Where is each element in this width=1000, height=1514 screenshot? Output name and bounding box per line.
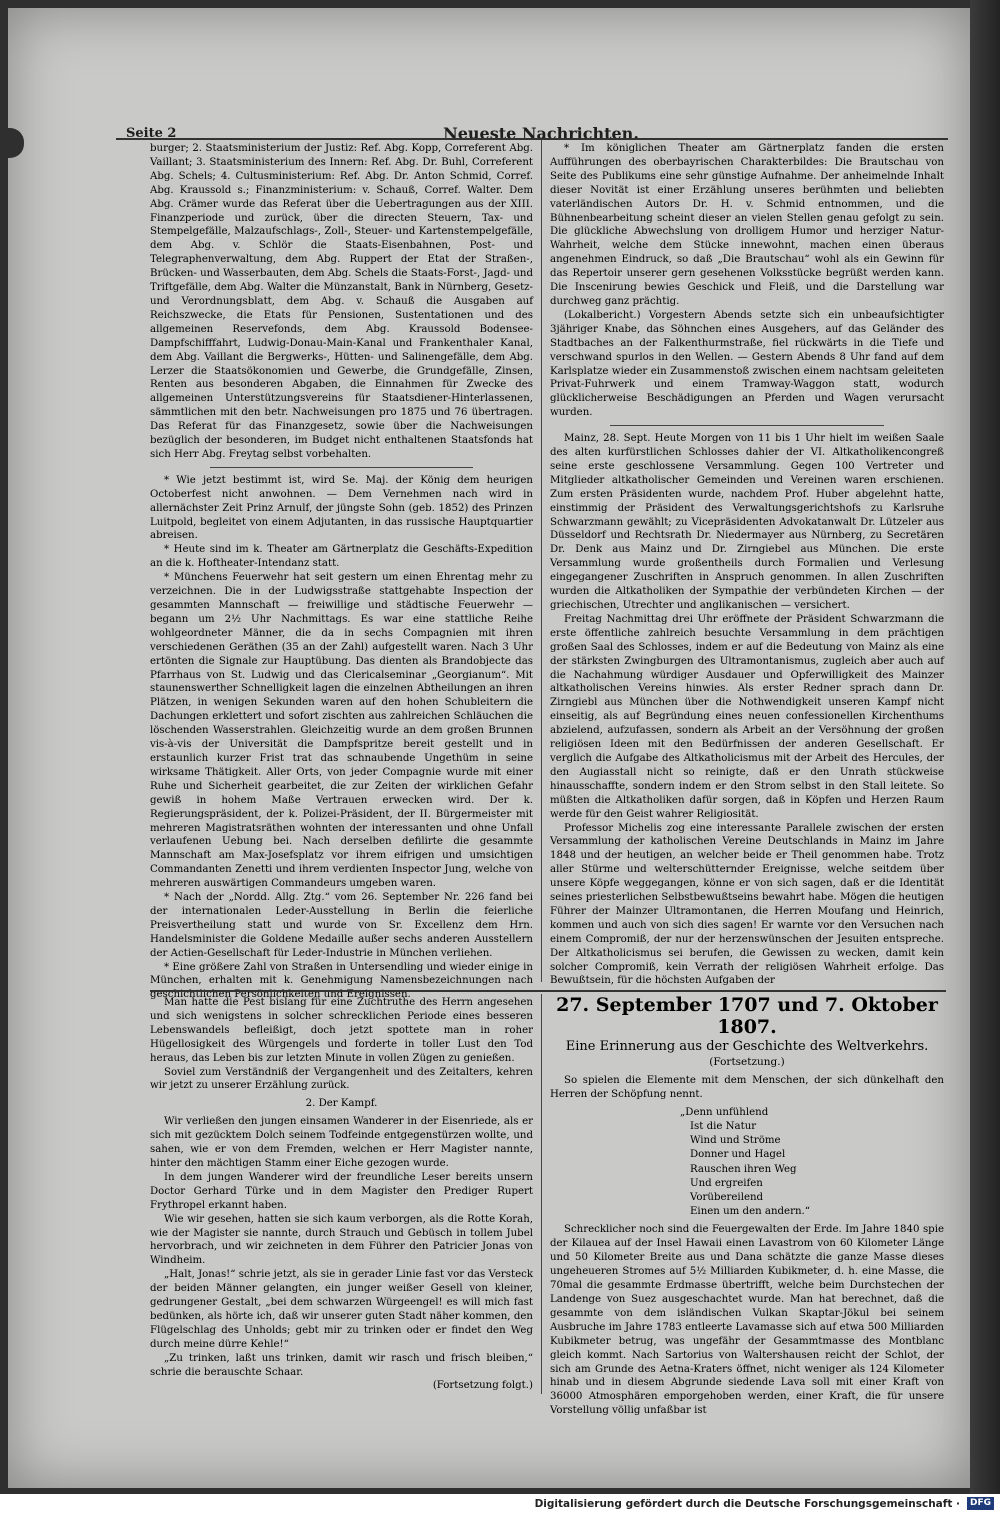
chapter-heading: 2. Der Kampf. (305, 1098, 378, 1110)
article-paragraph: burger; 2. Staatsministerium der Justiz: Ref. Abg. Kopp, Correferent Abg. Vaillant; 3. Staatsministerium des Innern: Ref. Abg. Dr. Buhl, Correferent Abg. Schels; 4. Cultusministerium: Ref. Abg. Dr. Anton Schmid, Corref. Abg. Kraussold s.; Finanzministerium: v. Schauß, Corref. Walter. Dem Abg. Crämer wurde das Referat über die Uebertragungen aus der XIII. Finanzperiode und zurück, über die directen Steuern, Tax- und Stempelgefälle, Malzaufschlags-, Zoll-, Steuer- und Kartenstempelgefälle, dem Abg. v. Schlör die Staats-Eisenbahnen, Post- und Telegraphenverwaltung, dem Abg. Ruppert der Etat der Straßen-, Brücken- und Wasserbauten, dem Abg. Schels die Staats-Forst-, Jagd- und Triftgefälle, dem Abg. Walter die Münzanstalt, Bank in Nürnberg, Gesetz- und Verordnungsblatt, dem Abg. v. Schauß die Ausgaben auf Reichszwecke, die Etats für Pensionen, Sustentationen und des allgemeinen Reservefonds, dem Abg. Kraussold Bodensee-Dampfschifffahrt, Ludwig-Donau-Main-Kanal und Frankenthaler Kanal, dem Abg. Vaillant die Bergwerks-, Hütten- und Salinengefälle, dem Abg. Lerzer die Staatsökonomien und Gewerbe, die Grundgefälle, Zinsen, Renten aus besonderen Abgaben, die Einnahmen für Zwecke des allgemeinen Unterstützungsvereins für Staatsdiener-Hinterlassenen, sämmtlichen mit den betr. Nachweisungen pro 1875 und 76 übertragen. Das Referat für das Finanzgesetz, sowie über die Nachweisungen bezüglich der besonderen, im Budget nicht enthaltenen Staatsfonds hat sich Herr Abg. Freytag selbst vorbehalten. (150, 143, 533, 460)
header-rule (116, 138, 948, 140)
news-column-right (550, 142, 944, 987)
page-number: Seite 2 (126, 126, 177, 141)
story-paragraph: Man hatte die Pest bislang für eine Zuchtruthe des Herrn angesehen und sich wenigstens in solcher schrecklichen Periode eines besseren Lebenswandels befleißigt, doch jetzt spottete man in roher Hügellosigkeit des Würgengels und forderte in toller Lust den Tod heraus, das Leben bis zur letzten Minute in vollen Zügen zu genießen. (150, 997, 533, 1064)
story-paragraph: „Zu trinken, laßt uns trinken, damit wir rasch und frisch bleiben,“ schrie die berauschte Schaar. (150, 1352, 533, 1378)
feuilleton-left (150, 996, 533, 1392)
separator-rule (610, 425, 884, 426)
poem-line: Rauschen ihren Weg (690, 1163, 797, 1175)
funding-notice: Digitalisierung gefördert durch die Deutsche Forschungsgemeinschaft · (534, 1498, 960, 1510)
binding-hole (8, 128, 24, 158)
story-paragraph: „Halt, Jonas!“ schrie jetzt, als sie in gerader Linie fast vor das Versteck der beiden Männer gelangten, ein junger weißer Gesell von kleiner, gedrungener Gestalt, „bei dem schwarzen Würgeengel! es will mich fast bedünken, als hörte ich, daß wir unserer guten Stadt näher kommen, den Flügelschlag des Unholds; gebt mir zu trinken oder er findet den Weg durch meine dürre Kehle!“ (150, 1269, 533, 1350)
feuilleton-right (550, 994, 944, 1417)
article-paragraph: Mainz, 28. Sept. Heute Morgen von 11 bis 1 Uhr hielt im weißen Saale des alten kurfürstlichen Schlosses dahier der VI. Altkatholikencongreß seine erste geschlossene Versammlung. Gegen 100 Vertreter und Mitglieder altkatholischer Gemeinden und Vereinen waren erschienen. Zum ersten Präsidenten wurde, nachdem Prof. Huber abgelehnt hatte, einstimmig der Präsident des Verwaltungsgerichtshofs zu Karlsruhe Schwarzmann gewählt; zu Vicepräsidenten Advokatanwalt Dr. Lützeler aus Düsseldorf und Rechtsrath Dr. Niedermayer aus Nürnberg, zu Secretären Dr. Denk aus Mainz und Dr. Zirngiebel aus München. Die erste Versammlung wurde großentheils durch Formalien und Verlesung eingegangener Zuschriften in Anspruch genommen. In allen Zuschriften wurden die Altkatholiken der Sympathie der verbündeten Kirchen — der griechischen, Utrechter und anglikanischen — versichert. (550, 433, 944, 611)
poem-line: Ist die Natur (690, 1121, 757, 1133)
poem-line: Donner und Hagel (690, 1149, 786, 1161)
story-paragraph: Soviel zum Verständniß der Vergangenheit und des Zeitalters, kehren wir jetzt zu unserer Erzählung zurück. (150, 1066, 533, 1092)
poem-line: Und ergreifen (690, 1177, 763, 1189)
feuilleton-subtitle: Eine Erinnerung aus der Geschichte des Weltverkehrs. (565, 1039, 929, 1054)
news-column-left (150, 142, 533, 1001)
column-divider (541, 994, 542, 1394)
column-divider (541, 140, 542, 982)
article-paragraph: * Münchens Feuerwehr hat seit gestern um einen Ehrentag mehr zu verzeichnen. Die in der Ludwigsstraße stattgehabte Inspection der gesammten Mannschaft — freiwillige und städtische Feuerwehr — begann um 2½ Uhr Nachmittags. Es war eine stattliche Reihe wohlgeordneter Männer, die da in sechs Compagnien mit ihren verschiedenen Geräthen (35 an der Zahl) aufgestellt waren. Nach 3 Uhr ertönten die Signale zur Hauptübung. Das dienten als Brandobjecte das Pfarrhaus von St. Ludwig und das Clericalseminar „Georgianum“. Mit staunenswerther Schnelligkeit lagen die einzelnen Abtheilungen an ihren Plätzen, in wenigen Sekunden waren auf den hohen Schubleitern die Dachungen erklettert und sofort zischten aus zahlreichen Schläuchen die löschenden Wasserstrahlen. Gleichzeitig wurde an dem großen Brunnen vis-à-vis der Universität die Dampfspritze bereit gestellt und in erstaunlich kurzer Frist trat das schnaubende Ungethüm in seine wirksame Thätigkeit. Aller Orts, von jeder Compagnie wurde mit einer Ruhe und Sicherheit gearbeitet, die zur Zeiten der wirklichen Gefahr gewiß in hohem Maße Vertrauen erwecken wird. Der k. Regierungspräsident, der k. Polizei-Präsident, der II. Bürgermeister mit mehreren Magistratsräthen wohnten der interessanten und ohne Unfall verlaufenen Uebung bei. Nach derselben defilirte die gesammte Mannschaft am Max-Josefsplatz vor ihrem eifrigen und umsichtigen Commandanten Zenetti und ihrem verdienten Inspector Jung, welche von mehreren auswärtigen Commandeurs umgeben waren. (150, 572, 533, 890)
article-paragraph: * Im königlichen Theater am Gärtnerplatz fanden die ersten Aufführungen des oberbayrischen Charakterbildes: Die Brautschau von Seite des Publikums eine sehr günstige Aufnahme. Der anheimelnde Inhalt dieser Novität ist einer Erzählung unseres berühmten und beliebten vaterländischen Autors Dr. H. v. Schmid entnommen, und die Bühnenbearbeitung scheint dieser an vielen Stellen genau gefolgt zu sein. Die glückliche Abwechslung von drolligem Humor und herziger Natur-Wahrheit, welche dem Stücke innewohnt, machen einen überaus angenehmen Eindruck, so daß „Die Brautschau“ wohl als ein Gewinn für das Repertoir unserer gern gesehenen Volksstücke begrüßt werden kann. Die Inscenirung bewies Geschick und Fleiß, und die Darstellung war durchweg ganz prächtig. (550, 143, 944, 307)
feuilleton-title: 27. September 1707 und 7. Oktober 1807. (556, 994, 938, 1038)
separator-rule (210, 467, 473, 468)
poem-line: Vorübereilend (690, 1192, 764, 1204)
continued-note: (Fortsetzung folgt.) (432, 1380, 533, 1392)
story-paragraph: So spielen die Elemente mit dem Menschen, der sich dünkelhaft den Herren der Schöpfung nennt. (550, 1075, 944, 1100)
poem (680, 1106, 944, 1220)
footer-bar (0, 1494, 1000, 1514)
poem-line: Wind und Ströme (690, 1135, 781, 1147)
poem-line: „Denn unfühlend (680, 1106, 769, 1118)
article-paragraph: (Lokalbericht.) Vorgestern Abends setzte sich ein unbeaufsichtigter 3jähriger Knabe, das Söhnchen eines Ausgehers, auf das Geländer des Stadtbaches an der Falkenthurmstraße, fiel rückwärts in die Tiefe und verschwand spurlos in den Wellen. — Gestern Abends 8 Uhr fand auf dem Karlsplatze wieder ein Zusammenstoß zwischen einem nachtsam geleiteten Privat-Fuhrwerk und einem Tramway-Waggon statt, wodurch glücklicherweise Beschädigungen an Pferden und Wagen verursacht wurden. (550, 309, 944, 419)
poem-line: Einen um den andern.“ (690, 1206, 810, 1218)
feuilleton-rule (150, 990, 946, 992)
article-paragraph: Professor Michelis zog eine interessante Parallele zwischen der ersten Versammlung der katholischen Vereine Deutschlands in Mainz im Jahre 1848 und der heutigen, an welcher beide er Theil genommen habe. Trotz aller Stürme und welterschütternder Ereignisse, welche seitdem über unsere Köpfe weggegangen, könne er von sich sagen, daß er die Identität seines priesterlichen Selbstbewußtseins bewahrt habe. Mögen die heutigen Führer der Mainzer Ultramontanen, die Herren Moufang und Heinrich, kommen und auch von sich dies sagen! Er warnte vor den Versuchen nach einem Compromiß, der nur der herzenswünschen der Jesuiten entspreche. Der Altkatholicismus sei berufen, die Gewissen zu wecken, damit kein solcher Compromiß, kein Verrath der religiösen Wahrheit erfolge. Das Bewußtsein, für die höchsten Aufgaben der (550, 822, 944, 987)
newspaper-title: Neueste Nachrichten. (443, 124, 639, 143)
story-paragraph: In dem jungen Wanderer wird der freundliche Leser bereits unsern Doctor Gerhard Türke und in dem Magister den Prediger Rupert Frythropel erkannt haben. (150, 1171, 533, 1211)
dfg-logo: DFG (967, 1497, 994, 1510)
scan-edge (970, 0, 1000, 1514)
story-paragraph: Wie wir gesehen, hatten sie sich kaum verborgen, als die Rotte Korah, wie der Magister sie nannte, durch Strauch und Gebüsch in tollem Jubel hervorbrach, und wir zeichneten in dem Führer den Patricier Jonas von Windheim. (150, 1213, 533, 1267)
article-paragraph: * Eine größere Zahl von Straßen in Untersendling und wieder einige in München, erhalten mit k. Genehmigung Namensbezeichnungen nach geschichtlichen Persönlichkeiten und Ereignissen. (150, 961, 533, 1001)
article-paragraph: * Wie jetzt bestimmt ist, wird Se. Maj. der König dem heurigen Octoberfest nicht anwohnen. — Dem Vernehmen nach wird in allernächster Zeit Prinz Arnulf, der jüngste Sohn (geb. 1852) des Prinzen Luitpold, begleitet von einem Adjutanten, in das russische Hauptquartier abreisen. (150, 474, 533, 542)
article-paragraph: Freitag Nachmittag drei Uhr eröffnete der Präsident Schwarzmann die erste öffentliche zahlreich besuchte Versammlung in dem prächtigen großen Saal des Schlosses, indem er auf die Bedeutung von Mainz als eine der stärksten Zwingburgen des Ultramontanismus, zugleich aber auch auf die Nachahmung würdiger Ausdauer und Opferwilligkeit des Mainzer altkatholischen Vereins hinwies. Als erster Redner sprach dann Dr. Zirngiebl aus München über die Nothwendigkeit unseren Kampf nicht einseitig, als auf Begründung eines neuen confessionellen Kirchenthums abzielend, aufzufassen, sondern als Arbeit an der Versöhnung der großen religiösen Ideen mit den Bedürfnissen der anderen Gesellschaft. Er verglich die Aufgabe des Altkatholicismus mit der Arbeit des Hercules, der den Augiasstall nicht so reinigte, daß er den Unrath stückweise hinausschaffte, sondern indem er den Strom selbst in den Stall leitete. So müßten die Altkatholiken dafür sorgen, daß in Köpfen und Herzen Raum werde für den Geist wahrer Religiosität. (550, 613, 944, 820)
continuation-note: (Fortsetzung.) (709, 1056, 785, 1068)
story-paragraph: Wir verließen den jungen einsamen Wanderer in der Eisenriede, als er sich mit gezücktem Dolch seinem Todfeinde entgegenstürzen wollte, und sahen, wie er von dem Fremden, welchen er Herr Magister nannte, hinter den mächtigen Stamm einer Eiche gezogen wurde. (150, 1116, 533, 1169)
story-paragraph: Schrecklicher noch sind die Feuergewalten der Erde. Im Jahre 1840 spie der Kilauea auf der Insel Hawaii einen Lavastrom von 60 Kilometer Länge und 50 Kilometer Breite aus und Dana schätzte die ganze Masse dieses ungeheueren Stromes auf 5½ Milliarden Kubikmeter, d. h. eine Masse, die 70mal die gesammte Erdmasse übertrifft, welche beim Durchstechen der Landenge von Suez ausgeschachtet wurde. Man hat berechnet, daß die gesammte von dem isländischen Vulkan Skaptar-Jökul bei seinem Ausbruche im Jahre 1783 entleerte Lavamasse sich auf etwa 500 Milliarden Kubikmeter betrug, was ungefähr der Gesammtmasse des Montblanc gleich kommt. Nach Sartorius von Waltershausen reicht der Schlot, der sich am Grunde des Aetna-Kraters öffnet, nicht weniger als 124 Kilometer hinab und in diesem Abgrunde siedende Lava soll mit einer Kraft von 36000 Atmosphären emporgehoben werden, einer Kraft, die für unsere Vorstellung völlig unfaßbar ist (550, 1224, 944, 1417)
article-paragraph: * Heute sind im k. Theater am Gärtnerplatz die Geschäfts-Expedition an die k. Hoftheater-Intendanz statt. (150, 544, 533, 570)
article-paragraph: * Nach der „Nordd. Allg. Ztg.“ vom 26. September Nr. 226 fand bei der internationalen Leder-Ausstellung in Berlin die feierliche Preisvertheilung statt und wurde von Sr. Excellenz dem Hrn. Handelsminister die Goldene Medaille außer sechs anderen Ausstellern der Actien-Gesellschaft für Leder-Industrie in München verliehen. (150, 892, 533, 959)
